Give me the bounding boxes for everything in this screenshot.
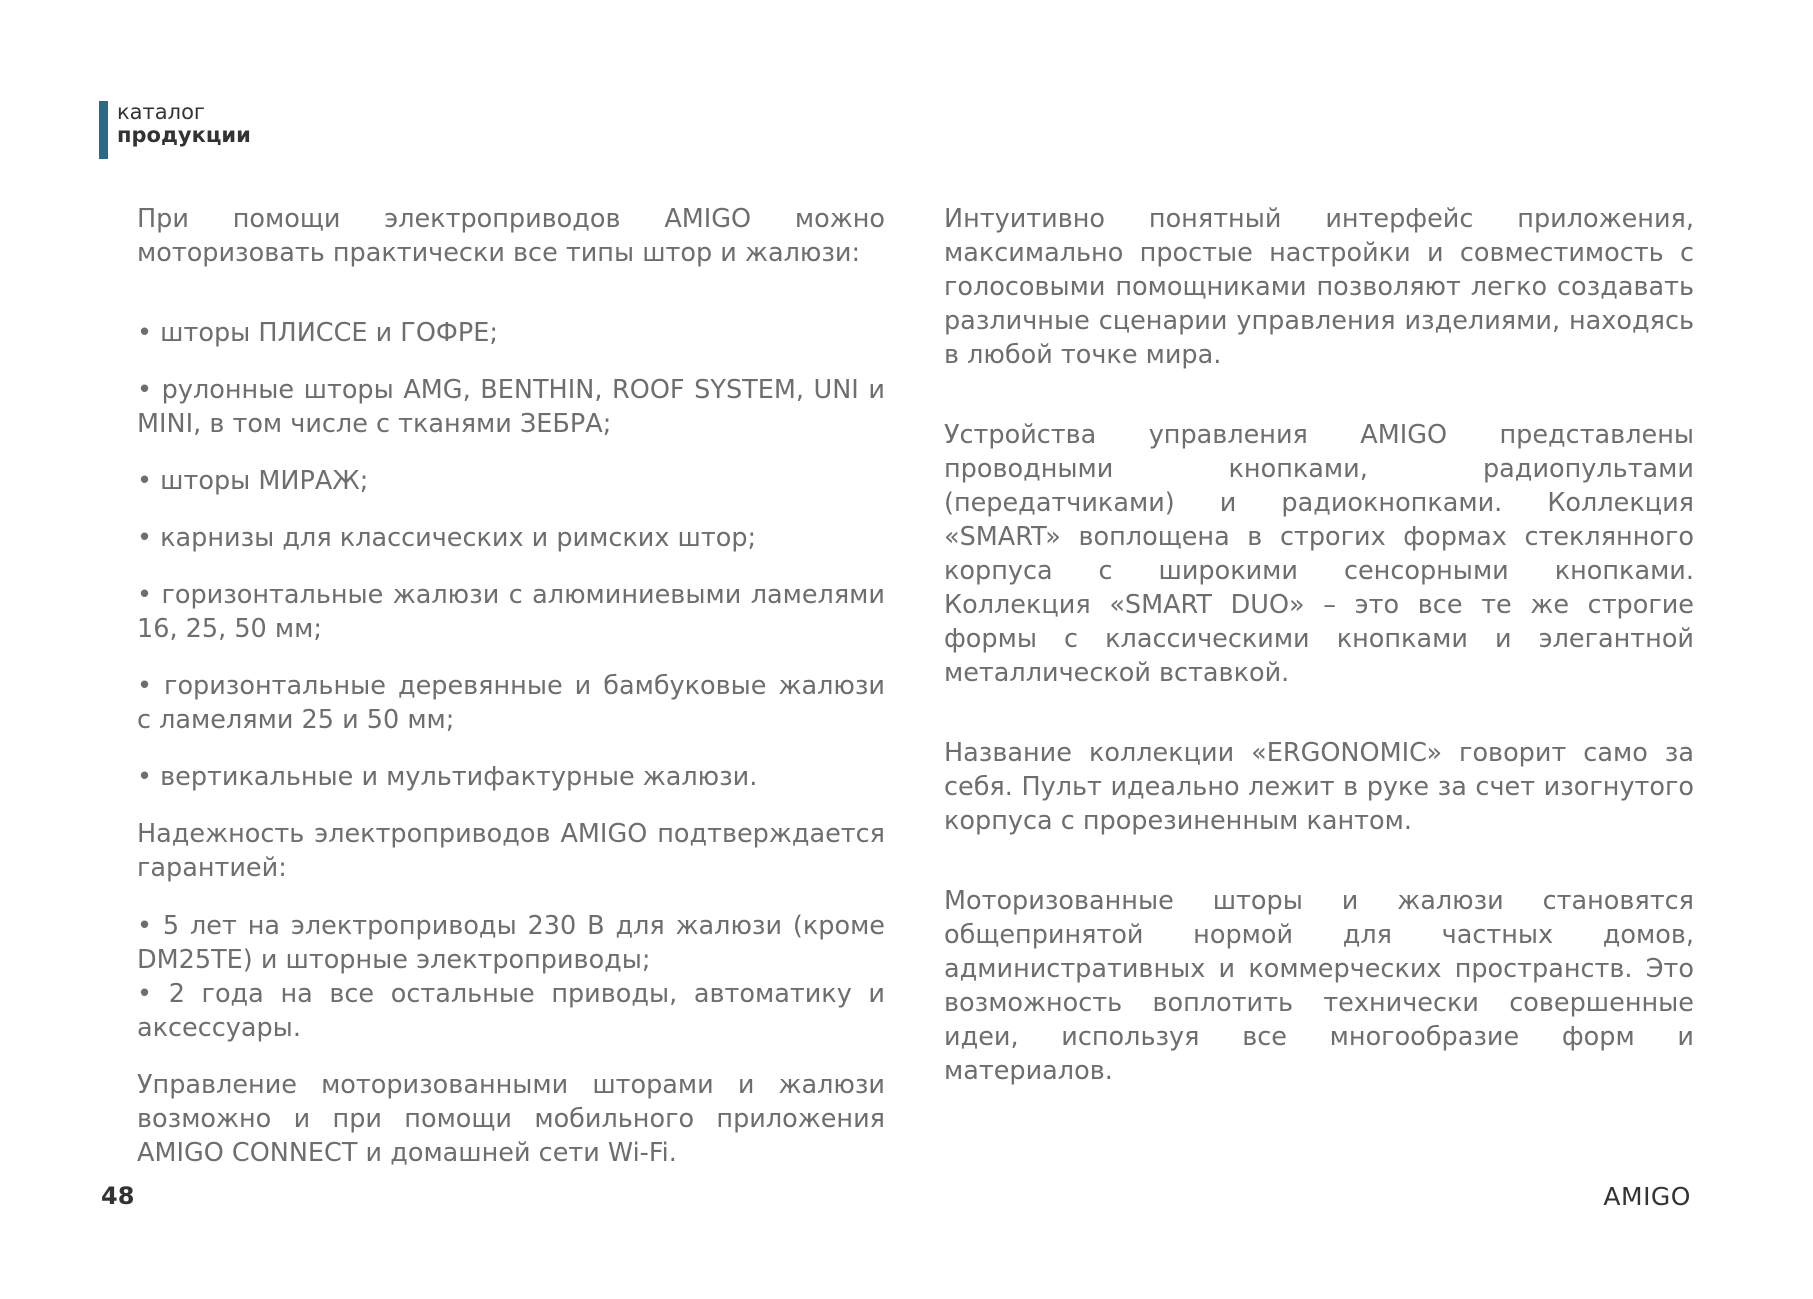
header-accent-bar bbox=[99, 101, 108, 159]
right-column bbox=[944, 202, 1694, 1088]
list-item: • горизонтальные деревянные и бамбуковые жалюзи с ламелями 25 и 50 мм; bbox=[137, 669, 885, 737]
left-column bbox=[137, 202, 885, 1170]
header-line-catalog: каталог bbox=[117, 100, 205, 124]
devices-paragraph: Устройства управления AMIGO представлены проводными кнопками, радиопультами (передатчиками) и радиокнопками. Коллекция «SMART» воплощена в строгих формах стеклянного корпуса с широкими сенсорными кнопками. Коллекция «SMART DUO» – это все те же строгие формы с классическими кнопками и элегантной металлической вставкой. bbox=[944, 420, 1694, 688]
header-line-products: продукции bbox=[117, 123, 251, 147]
app-paragraph: Интуитивно понятный интерфейс приложения, максимально простые настройки и совместимость с голосовыми помощниками позволяют легко создавать различные сценарии управления изделиями, находясь в любой точке мира. bbox=[944, 204, 1694, 370]
motorized-paragraph: Моторизованные шторы и жалюзи становятся общепринятой нормой для частных домов, административных и коммерческих пространств. Это возможность воплотить технически совершенные идеи, используя все многообразие форм и материалов. bbox=[944, 886, 1694, 1086]
list-item: • рулонные шторы AMG, BENTHIN, ROOF SYSTEM, UNI и MINI, в том числе с тканями ЗЕБРА; bbox=[137, 373, 885, 441]
list-item: • карнизы для классических и римских штор; bbox=[137, 521, 885, 555]
ergonomic-paragraph: Название коллекции «ERGONOMIC» говорит само за себя. Пульт идеально лежит в руке за счет изогнутого корпуса с прорезиненным кантом. bbox=[944, 738, 1694, 836]
intro-paragraph: При помощи электроприводов AMIGO можно моторизовать практически все типы штор и жалюзи: bbox=[137, 204, 885, 268]
control-paragraph: Управление моторизованными шторами и жалюзи возможно и при помощи мобильного приложения AMIGO CONNECT и домашней сети Wi-Fi. bbox=[137, 1070, 885, 1168]
list-item: • шторы ПЛИССЕ и ГОФРЕ; bbox=[137, 316, 885, 350]
list-item: • шторы МИРАЖ; bbox=[137, 464, 885, 498]
list-item: • вертикальные и мультифактурные жалюзи. bbox=[137, 760, 885, 794]
warranty-item: • 5 лет на электроприводы 230 В для жалюзи (кроме DM25TE) и шторные электроприводы; bbox=[137, 909, 885, 977]
list-item: • горизонтальные жалюзи с алюминиевыми ламелями 16, 25, 50 мм; bbox=[137, 578, 885, 646]
warranty-item: • 2 года на все остальные приводы, автоматику и аксессуары. bbox=[137, 977, 885, 1045]
reliability-paragraph: Надежность электроприводов AMIGO подтверждается гарантией: bbox=[137, 819, 885, 883]
section-header bbox=[117, 101, 251, 147]
brand-name: AMIGO bbox=[1603, 1182, 1691, 1211]
page-number: 48 bbox=[101, 1182, 135, 1210]
